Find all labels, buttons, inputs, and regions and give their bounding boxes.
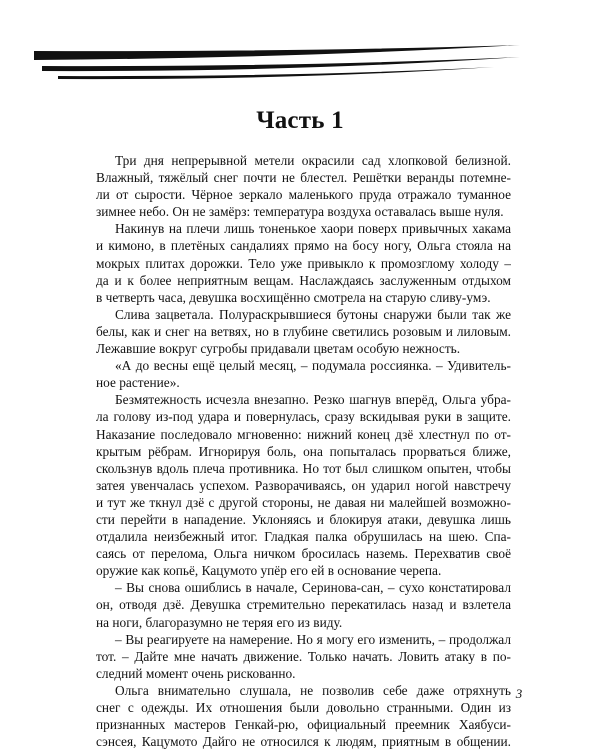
text-line: отдалила неизбежный итог. Гладкая палка обрушилась на шею. Спа- — [96, 529, 511, 545]
text-line: мокрых плитах дорожки. Тело уже привыкло к промозглому холоду – — [96, 255, 511, 271]
text-line: Слива зацветала. Полураскрывшиеся бутоны снаружи были так же — [115, 306, 511, 322]
text-line: оружие как копьё, Кацумото упёр его ей в основание черепа. — [96, 563, 442, 579]
text-line: Ольга внимательно слушала, не позволив себе даже отряхнуть — [115, 682, 511, 698]
text-line: он, отводя дзё. Девушка стремительно перекатилась назад и взлетела — [96, 597, 511, 613]
text-line: снег с одежды. Их отношения были довольно странными. Один из — [96, 700, 511, 715]
text-line: Влажный, тяжёлый снег почти не блестел. Решётки веранды потемне- — [96, 170, 511, 186]
text-line: ли от сырости. Чёрное зеркало маленького пруда отражало туманное — [96, 187, 511, 203]
text-line: – Вы снова ошиблись в начале, Серинова-сан, – сухо констатировал — [115, 580, 511, 596]
text-line: саясь от перелома, Ольга ничком бросилась наземь. Перехватив своё — [96, 546, 511, 562]
chapter-title: Часть 1 — [256, 107, 344, 134]
text-line: Три дня непрерывной метели окрасили сад хлопковой белизной. — [115, 153, 511, 168]
text-line: да и к более неприятным вещам. Наслаждаясь заслуженным отдыхом — [96, 272, 511, 288]
text-line: скользнув вдоль плеча противника. Но тот был слишком опытен, чтобы — [96, 460, 511, 476]
text-line: следний момент очень рискованно. — [96, 665, 296, 681]
text-line: крытым рёбрам. Игнорируя боль, она попыталась прорваться ближе, — [96, 443, 511, 459]
text-line: – Вы реагируете на намерение. Но я могу его изменить, – продолжал — [115, 631, 511, 647]
text-line: сэнсея, Кацумото Дайго не относился к людям, приятным в общении. — [96, 734, 511, 750]
text-line: ное растение». — [96, 375, 180, 391]
text-line: на ноги, благоразумно не теряя его из виду. — [96, 614, 343, 630]
text-line: затея увенчалась успехом. Разворачиваясь, он ударил ногой навстречу — [96, 477, 511, 493]
text-line: белы, как и снег на ветвях, но в глубине светились розовым и лиловым. — [96, 323, 511, 339]
text-line: и тут же ткнул дзё с другой стороны, не давая ни малейшей возможно- — [96, 494, 511, 510]
text-line: признанных мастеров Генкай-рю, официальный преемник Хаябуси- — [96, 717, 511, 733]
text-line: Наказание последовало мгновенно: нижний конец дзё хлестнул по от- — [96, 426, 511, 442]
text-line: Накинув на плечи лишь тоненькое хаори поверх привычных хакама — [115, 221, 511, 237]
decorative-header-rule — [0, 0, 600, 90]
body-text — [96, 152, 511, 750]
text-line: зимнее небо. Он не замёрз: температура воздуха оставалась выше нуля. — [96, 204, 504, 220]
text-line: в четверть часа, девушка восхищённо смотрела на старую сливу-умэ. — [96, 289, 491, 305]
text-line: и кимоно, в плетёных сандалиях прямо на босу ногу, Ольга стояла на — [96, 238, 511, 254]
text-line: «А до весны ещё целый месяц, – подумала россиянка. – Удивитель- — [115, 358, 511, 374]
text-line: Безмятежность исчезла внезапно. Резко шагнув вперёд, Ольга убра- — [115, 392, 511, 408]
text-line: сти перейти в нападение. Уклоняясь и блокируя атаки, девушка лишь — [96, 511, 511, 527]
page-number: 3 — [515, 686, 523, 701]
text-line: Лежавшие вокруг сугробы придавали цветам особую нежность. — [96, 341, 461, 357]
text-line: тот. – Дайте мне начать движение. Только начать. Ловить атаку в по- — [96, 648, 511, 664]
text-line: ла голову из-под удара и повернулась, сразу вскидывая руки в защите. — [96, 409, 511, 425]
